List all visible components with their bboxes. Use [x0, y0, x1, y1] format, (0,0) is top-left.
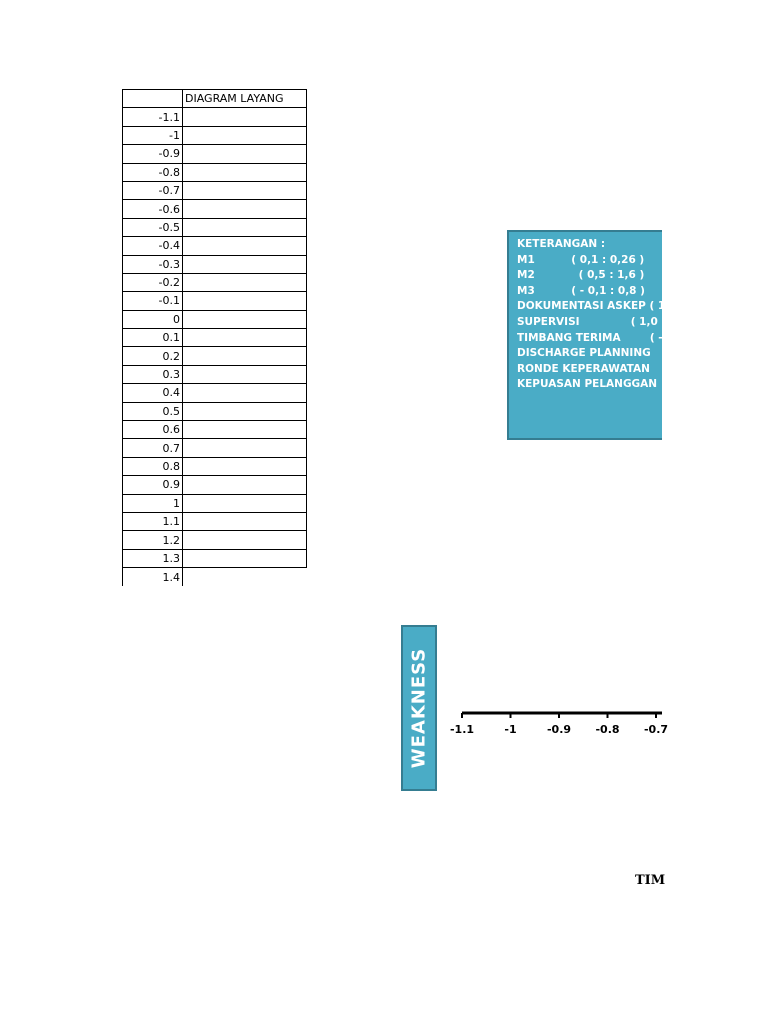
row-value-cell: 0.7 — [123, 439, 183, 457]
row-value-cell: 0.6 — [123, 421, 183, 439]
row-value-cell: -0.1 — [123, 292, 183, 310]
row-empty-cell — [183, 273, 307, 291]
row-empty-cell — [183, 329, 307, 347]
row-empty-cell — [183, 512, 307, 530]
row-empty-cell — [183, 255, 307, 273]
row-empty-cell — [183, 476, 307, 494]
table-row — [123, 531, 307, 549]
row-empty-cell — [183, 310, 307, 328]
row-empty-cell — [183, 237, 307, 255]
row-value-cell: -0.3 — [123, 255, 183, 273]
row-empty-cell — [183, 439, 307, 457]
legend-line: RONDE KEPERAWATAN — [517, 362, 650, 375]
row-value-cell: 1 — [123, 494, 183, 512]
weakness-label: WEAKNESS — [408, 647, 430, 769]
row-value-cell: -0.2 — [123, 273, 183, 291]
row-empty-cell — [183, 421, 307, 439]
legend-line: DISCHARGE PLANNING — [517, 347, 651, 360]
row-value-cell: -0.8 — [123, 163, 183, 181]
row-value-cell: -0.9 — [123, 145, 183, 163]
row-empty-cell — [183, 494, 307, 512]
axis-tick-label: -1 — [504, 723, 517, 736]
row-empty-cell — [183, 457, 307, 475]
table-row — [123, 476, 307, 494]
row-empty-cell — [183, 384, 307, 402]
table-row — [123, 292, 307, 310]
table-row — [123, 549, 307, 567]
table-row — [123, 365, 307, 383]
row-empty-cell — [183, 163, 307, 181]
row-empty-cell — [183, 126, 307, 144]
table-row — [123, 237, 307, 255]
table-header-row — [123, 90, 307, 108]
row-value-cell: 0.2 — [123, 347, 183, 365]
table-row — [123, 126, 307, 144]
legend-line: M2 ( 0,5 : 1,6 ) — [517, 269, 645, 282]
table-row — [123, 255, 307, 273]
row-empty-cell — [183, 568, 307, 586]
table-row — [123, 218, 307, 236]
table-row — [123, 384, 307, 402]
table-row — [123, 145, 307, 163]
row-value-cell: -1.1 — [123, 108, 183, 126]
row-value-cell: 0.8 — [123, 457, 183, 475]
row-empty-cell — [183, 347, 307, 365]
row-value-cell: -0.4 — [123, 237, 183, 255]
row-empty-cell — [183, 200, 307, 218]
table-row — [123, 512, 307, 530]
row-empty-cell — [183, 181, 307, 199]
keterangan-legend-box — [507, 230, 677, 440]
header-blank-cell — [123, 90, 183, 108]
row-value-cell: 1.2 — [123, 531, 183, 549]
table-row — [123, 568, 307, 586]
legend-line: M1 ( 0,1 : 0,26 ) — [517, 253, 645, 266]
row-empty-cell — [183, 531, 307, 549]
legend-line: KETERANGAN : — [517, 238, 606, 250]
row-empty-cell — [183, 549, 307, 567]
legend-line: SUPERVISI ( 1,0 : 1 — [517, 315, 677, 328]
row-empty-cell — [183, 365, 307, 383]
row-value-cell: 1.3 — [123, 549, 183, 567]
row-empty-cell — [183, 145, 307, 163]
axis-tick-label: -0.9 — [546, 723, 572, 736]
row-value-cell: 0.3 — [123, 365, 183, 383]
row-value-cell: 1.4 — [123, 568, 183, 586]
row-value-cell: 1.1 — [123, 512, 183, 530]
legend-line: DOKUMENTASI ASKEP ( 1, — [517, 300, 670, 313]
table-row — [123, 457, 307, 475]
row-value-cell: -0.7 — [123, 181, 183, 199]
table-row — [123, 200, 307, 218]
axis-tick-label: -0.7 — [643, 723, 669, 736]
row-empty-cell — [183, 292, 307, 310]
row-value-cell: -0.5 — [123, 218, 183, 236]
table-row — [123, 310, 307, 328]
row-empty-cell — [183, 402, 307, 420]
table-row — [123, 439, 307, 457]
table-row — [123, 329, 307, 347]
axis-tick-label: -0.8 — [595, 723, 620, 736]
table-row — [123, 494, 307, 512]
weakness-box — [401, 625, 437, 791]
table-header-cell: DIAGRAM LAYANG — [183, 90, 307, 108]
table-row — [123, 421, 307, 439]
row-empty-cell — [183, 108, 307, 126]
table-row — [123, 347, 307, 365]
bottom-title-fragment: TIM — [635, 873, 666, 888]
row-value-cell: 0.9 — [123, 476, 183, 494]
table-row — [123, 108, 307, 126]
row-value-cell: 0 — [123, 310, 183, 328]
legend-line: KEPUASAN PELANGGAN — [517, 378, 658, 391]
row-value-cell: 0.5 — [123, 402, 183, 420]
x-axis — [449, 700, 669, 744]
diagram-layang-table — [122, 89, 307, 586]
table-row — [123, 163, 307, 181]
table-row — [123, 273, 307, 291]
table-row — [123, 181, 307, 199]
row-value-cell: -0.6 — [123, 200, 183, 218]
row-value-cell: 0.1 — [123, 329, 183, 347]
legend-line: M3 ( - 0,1 : 0,8 ) — [517, 284, 645, 297]
legend-line: TIMBANG TERIMA ( - — [517, 331, 663, 344]
axis-tick-label: -1.1 — [449, 723, 475, 736]
row-value-cell: -1 — [123, 126, 183, 144]
row-empty-cell — [183, 218, 307, 236]
table-row — [123, 402, 307, 420]
row-value-cell: 0.4 — [123, 384, 183, 402]
